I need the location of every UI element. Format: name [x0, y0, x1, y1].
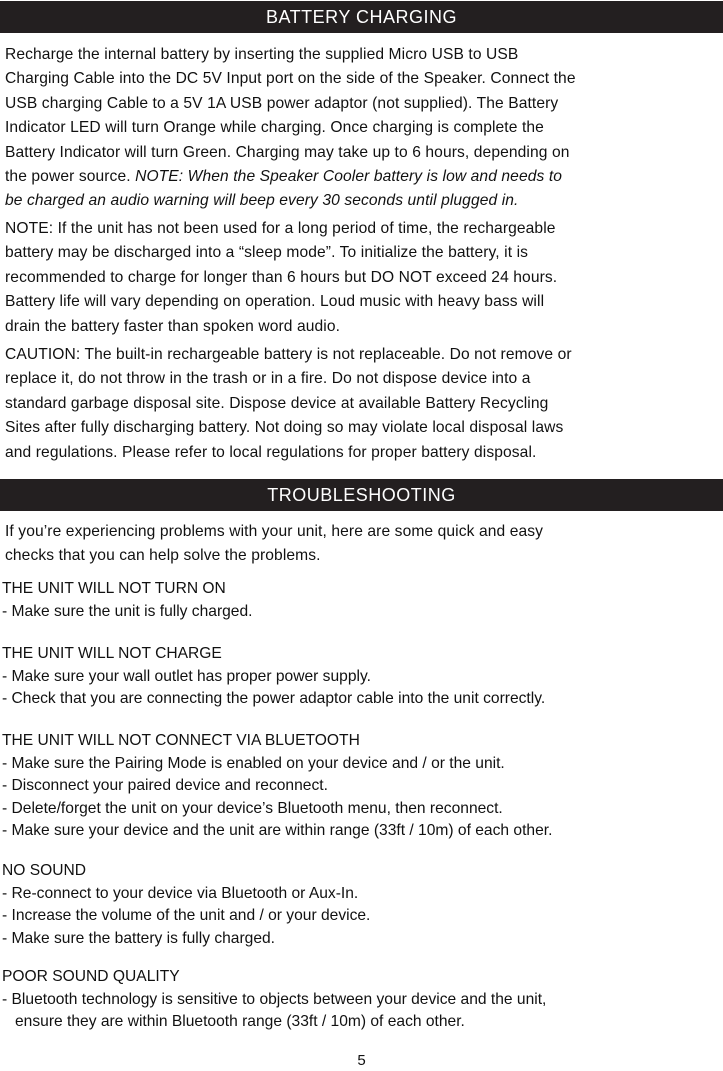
paragraph-line: and regulations. Please refer to local regulations for proper battery disposal. [5, 443, 537, 461]
paragraph-line: Indicator LED will turn Orange while charging. Once charging is complete the [5, 119, 544, 137]
battery-charging-heading-bar [0, 1, 723, 33]
checklist-item: - Make sure your device and the unit are within range (33ft / 10m) of each other. [2, 822, 553, 839]
sleep-mode-note-paragraph [5, 217, 719, 339]
section-title: THE UNIT WILL NOT CONNECT VIA BLUETOOTH [2, 732, 360, 749]
section-will-not-turn-on [2, 578, 720, 623]
checklist-item: - Disconnect your paired device and reconnect. [2, 777, 328, 794]
battery-charging-paragraph [5, 43, 719, 214]
checklist-item: - Delete/forget the unit on your device’s Bluetooth menu, then reconnect. [2, 799, 503, 817]
paragraph-line: drain the battery faster than spoken word audio. [5, 317, 341, 335]
paragraph-line: battery may be discharged into a “sleep mode”. To initialize the battery, it is [5, 244, 529, 262]
section-will-not-charge [2, 643, 720, 711]
paragraph-line: the power source. [5, 168, 136, 186]
checklist-item: - Make sure your wall outlet has proper power supply. [2, 667, 371, 685]
checklist-item: - Make sure the Pairing Mode is enabled on your device and / or the unit. [2, 754, 505, 772]
paragraph-line: CAUTION: The built-in rechargeable battery is not replaceable. Do not remove or [5, 346, 572, 363]
troubleshooting-heading-bar [0, 479, 723, 511]
section-title: THE UNIT WILL NOT CHARGE [2, 645, 222, 662]
checklist-item-continuation: ensure they are within Bluetooth range (33ft / 10m) of each other. [15, 1013, 465, 1030]
paragraph-line: NOTE: If the unit has not been used for a long period of time, the rechargeable [5, 220, 556, 237]
paragraph-line: standard garbage disposal site. Dispose device at available Battery Recycling [5, 394, 549, 412]
paragraph-line: Sites after fully discharging battery. Not doing so may violate local disposal laws [5, 419, 564, 437]
paragraph-line: USB charging Cable to a 5V 1A USB power adaptor (not supplied). The Battery [5, 94, 559, 112]
troubleshooting-heading: TROUBLESHOOTING [267, 484, 456, 505]
section-title: POOR SOUND QUALITY [2, 968, 180, 985]
checklist-item: - Make sure the battery is fully charged. [2, 929, 276, 947]
checklist-item: - Increase the volume of the unit and / or your device. [2, 907, 371, 924]
paragraph-line: Recharge the internal battery by inserting the supplied Micro USB to USB [5, 46, 519, 63]
caution-paragraph [5, 343, 719, 465]
section-poor-sound-quality [2, 966, 720, 1034]
paragraph-line: recommended to charge for longer than 6 hours but DO NOT exceed 24 hours. [5, 268, 558, 286]
checklist-item: - Re-connect to your device via Bluetooth or Aux-In. [2, 884, 359, 902]
paragraph-line: Charging Cable into the DC 5V Input port on the side of the Speaker. Connect the [5, 70, 576, 88]
checklist-item: - Check that you are connecting the power adaptor cable into the unit correctly. [2, 690, 546, 707]
paragraph-line: Battery Indicator will turn Green. Charging may take up to 6 hours, depending on [5, 143, 570, 161]
speaker-cooler-note-italic: be charged an audio warning will beep every 30 seconds until plugged in. [5, 192, 519, 210]
speaker-cooler-note-italic: NOTE: When the Speaker Cooler battery is low and needs to [135, 168, 563, 186]
troubleshooting-intro [5, 520, 719, 569]
checklist-item: - Bluetooth technology is sensitive to objects between your device and the unit, [2, 990, 547, 1008]
section-no-sound [2, 860, 720, 950]
paragraph-line: If you’re experiencing problems with your unit, here are some quick and easy [5, 523, 544, 540]
section-title: NO SOUND [2, 862, 87, 879]
battery-charging-heading: BATTERY CHARGING [265, 6, 458, 27]
paragraph-line: checks that you can help solve the problems. [5, 547, 321, 565]
page-number: 5 [357, 1052, 366, 1069]
section-title: THE UNIT WILL NOT TURN ON [2, 580, 226, 597]
checklist-item: - Make sure the unit is fully charged. [2, 602, 253, 620]
paragraph-line: replace it, do not throw in the trash or in a fire. Do not dispose device into a [5, 370, 531, 388]
section-bluetooth-connect [2, 730, 720, 843]
paragraph-line: Battery life will vary depending on operation. Loud music with heavy bass will [5, 293, 545, 311]
